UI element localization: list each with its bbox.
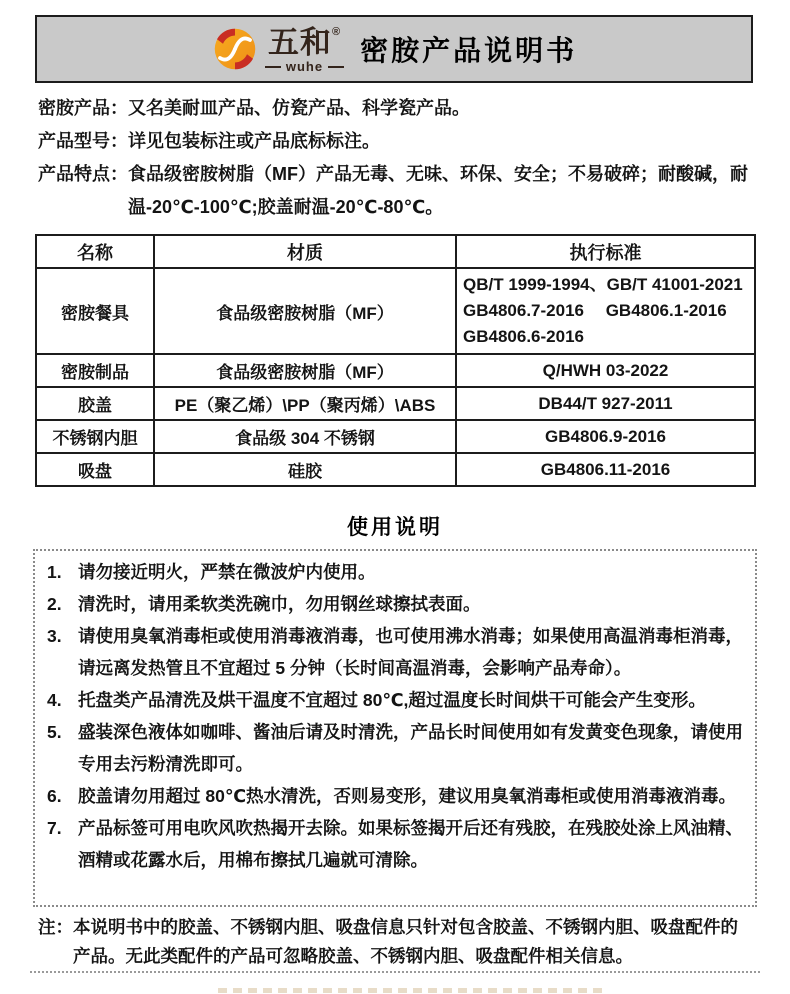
brand-name-en: wuhe [265, 60, 344, 73]
brand-logo [211, 25, 344, 73]
cell-material: 食品级 304 不锈钢 [154, 420, 456, 453]
spec-table [35, 234, 756, 487]
cell-standards: Q/HWH 03-2022 [456, 354, 755, 387]
item-number: 2. [47, 594, 62, 614]
standard-line: GB4806.7-2016 GB4806.1-2016 [463, 301, 727, 320]
table-header-row [36, 235, 755, 268]
item-number: 5. [47, 722, 62, 742]
usage-section-title: 使用说明 [347, 516, 443, 539]
cutoff-text-fragment [218, 988, 604, 993]
cell-material: PE（聚乙烯）\PP（聚丙烯）\ABS [154, 387, 456, 420]
table-row [36, 354, 755, 387]
item-text: 请勿接近明火，严禁在微波炉内使用。 [78, 562, 376, 582]
table-row [36, 420, 755, 453]
intro-section [38, 92, 754, 224]
page-title: 密胺产品说明书 [360, 35, 578, 66]
intro-row-model [38, 125, 754, 158]
footnote-text: 本说明书中的胶盖、不锈钢内胆、吸盘信息只针对包含胶盖、不锈钢内胆、吸盘配件的产品。无此类配件的产品可忽略胶盖、不锈钢内胆、吸盘配件相关信息。 [73, 917, 738, 966]
item-number: 3. [47, 626, 62, 646]
cell-standards [456, 268, 755, 354]
item-text: 产品标签可用电吹风吹热揭开去除。如果标签揭开后还有残胶，在残胶处涂上风油精、酒精或花露水后，用棉布擦拭几遍就可清除。 [78, 818, 743, 870]
standard-line: GB4806.6-2016 [463, 327, 584, 346]
usage-item [42, 684, 746, 716]
item-number: 4. [47, 690, 62, 710]
intro-text: 食品级密胺树脂（MF）产品无毒、无味、环保、安全；不易破碎；耐酸碱，耐温-20℃-100℃;胶盖耐温-20℃-80℃。 [128, 164, 748, 217]
usage-item [42, 812, 746, 876]
table-row [36, 453, 755, 486]
dash-line [328, 66, 344, 68]
item-number: 6. [47, 786, 62, 806]
intro-row-product [38, 92, 754, 125]
col-header-material: 材质 [154, 235, 456, 268]
table-row [36, 387, 755, 420]
usage-item [42, 716, 746, 780]
intro-label: 产品型号： [38, 131, 128, 151]
dash-line [265, 66, 281, 68]
cell-material: 食品级密胺树脂（MF） [154, 268, 456, 354]
usage-item [42, 780, 746, 812]
item-text: 胶盖请勿用超过 80℃热水清洗，否则易变形，建议用臭氧消毒柜或使用消毒液消毒。 [78, 786, 737, 806]
footnote [38, 913, 755, 971]
intro-text: 又名美耐皿产品、仿瓷产品、科学瓷产品。 [128, 98, 470, 118]
item-number: 1. [47, 562, 62, 582]
cell-name: 吸盘 [36, 453, 154, 486]
col-header-name: 名称 [36, 235, 154, 268]
header-banner [35, 15, 753, 83]
cell-standards: DB44/T 927-2011 [456, 387, 755, 420]
item-text: 请使用臭氧消毒柜或使用消毒液消毒，也可使用沸水消毒；如果使用高温消毒柜消毒，请远离发热管且不宜超过 5 分钟（长时间高温消毒，会影响产品寿命）。 [78, 626, 743, 678]
item-number: 7. [47, 818, 62, 838]
cell-name: 密胺制品 [36, 354, 154, 387]
cell-name: 密胺餐具 [36, 268, 154, 354]
standard-line: QB/T 1999-1994、GB/T 41001-2021 [463, 275, 743, 294]
col-header-standard: 执行标准 [456, 235, 755, 268]
table-row [36, 268, 755, 354]
item-text: 托盘类产品清洗及烘干温度不宜超过 80℃,超过温度长时间烘干可能会产生变形。 [78, 690, 706, 710]
usage-instructions-box [33, 549, 757, 907]
item-text: 盛装深色液体如咖啡、酱油后请及时清洗，产品长时间使用如有发黄变色现象，请使用专用去污粉清洗即可。 [78, 722, 743, 774]
cell-name: 不锈钢内胆 [36, 420, 154, 453]
usage-item [42, 588, 746, 620]
cell-material: 食品级密胺树脂（MF） [154, 354, 456, 387]
cell-standards: GB4806.11-2016 [456, 453, 755, 486]
registered-mark: ® [331, 26, 342, 38]
cell-name: 胶盖 [36, 387, 154, 420]
usage-item [42, 620, 746, 684]
dotted-divider [30, 971, 760, 973]
footnote-label: 注： [38, 917, 73, 937]
intro-text: 详见包装标注或产品底标标注。 [128, 131, 380, 151]
item-text: 清洗时，请用柔软类洗碗巾，勿用钢丝球擦拭表面。 [78, 594, 481, 614]
usage-item [42, 556, 746, 588]
wuhe-swirl-icon [211, 25, 259, 73]
cell-material: 硅胶 [154, 453, 456, 486]
intro-label: 密胺产品： [38, 98, 128, 118]
intro-label: 产品特点： [38, 164, 128, 184]
cell-standards: GB4806.9-2016 [456, 420, 755, 453]
intro-row-features [38, 158, 754, 224]
brand-name-cn: 五和® [267, 25, 342, 60]
brand-text [265, 27, 344, 73]
